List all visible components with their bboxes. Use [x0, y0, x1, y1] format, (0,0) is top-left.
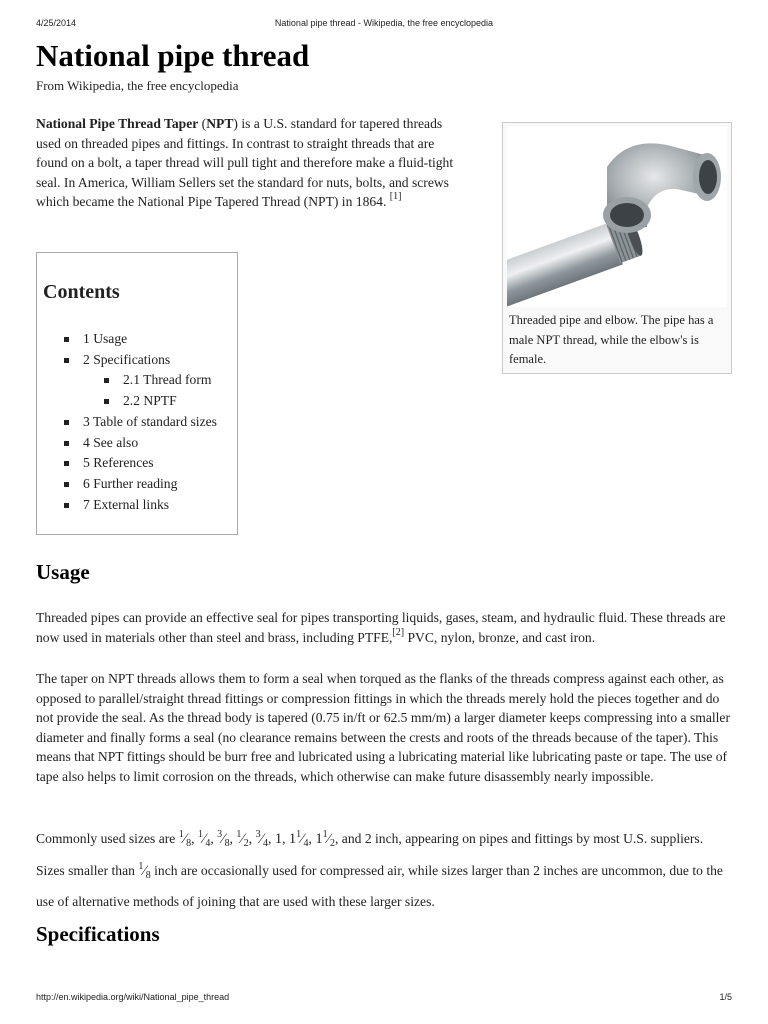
- print-url: http://en.wikipedia.org/wiki/National_pipe_thread: [36, 992, 230, 1002]
- toc-list: [61, 329, 217, 515]
- toc-item-further-reading[interactable]: 6 Further reading: [61, 474, 217, 495]
- toc-item-thread-form[interactable]: 2.1 Thread form: [61, 370, 217, 391]
- size-fraction: $^1⁄_8$: [138, 860, 151, 881]
- intro-text: ) is a U.S. standard for tapered threads used on threaded pipes and fittings. In contrast to straight threads that are found on a bolt, a taper thread will pull tight and therefore make a fluid-tight seal. In America, William Sellers set the standard for nuts, bolts, and screws which became the National Pipe Tapered Thread (NPT) in 1864.: [36, 116, 454, 210]
- usage-p1-text: Threaded pipes can provide an effective seal for pipes transporting liquids, gases, steam, and hydraulic fluid. These threads are now used in materials other than steel and brass, including PTFE,: [36, 610, 726, 645]
- figure-caption: Threaded pipe and elbow. The pipe has a male NPT thread, while the elbow's is female.: [509, 313, 714, 366]
- print-date: 4/25/2014: [36, 18, 77, 28]
- intro-abbr: NPT: [206, 116, 234, 131]
- table-of-contents: [36, 252, 238, 535]
- page-number: 1/5: [719, 992, 732, 1002]
- ref-link-2[interactable]: [2]: [392, 626, 405, 638]
- print-title: National pipe thread - Wikipedia, the free encyclopedia: [274, 18, 494, 28]
- toc-title: Contents: [43, 281, 120, 303]
- toc-item-specifications[interactable]: 2 Specifications: [61, 350, 217, 371]
- pipe-elbow-illustration: [507, 127, 727, 307]
- usage-paragraph-3: [36, 826, 734, 916]
- intro-term: National Pipe Thread Taper: [36, 116, 199, 131]
- toc-item-external-links[interactable]: 7 External links: [61, 495, 217, 516]
- section-heading-specifications: Specifications: [36, 922, 160, 946]
- page-subtitle: From Wikipedia, the free encyclopedia: [36, 78, 239, 93]
- pipe-elbow-image[interactable]: [507, 127, 727, 307]
- usage-paragraph-2: The taper on NPT threads allows them to form a seal when torqued as the flanks of the threads compress against each other, as opposed to parallel/straight thread fittings or compression fittings in which the threads merely hold the pieces together and do not provide the seal. As the thread body is tapered (0.75 in/ft or 62.5 mm/m) a larger diameter keeps compressing into a smaller diameter and finally forms a seal (no clearance remains between the crests and roots of the threads because of the taper). This means that NPT fittings should be burr free and lubricated using a lubricating material like lubricating paste or tape. The use of tape also helps to limit corrosion on the threads, which otherwise can make future disassembly nearly impossible.: [36, 671, 730, 784]
- usage-p3-tail: inch are occasionally used for compressed air, while sizes larger than 2 inches are uncommon, due to the use of alternative methods of joining that are used with these larger sizes.: [36, 862, 723, 909]
- intro-paren: (: [198, 116, 207, 131]
- usage-p3-text: Commonly used sizes are: [36, 831, 179, 846]
- toc-item-see-also[interactable]: 4 See also: [61, 433, 217, 454]
- size-list: $^1⁄_8$, $^1⁄_4$, $^3⁄_8$, $^1⁄_2$, $^3⁄_4$, 1, $1^1⁄_4$, $1^1⁄_2$: [178, 829, 335, 849]
- ref-link-1[interactable]: [1]: [389, 191, 402, 203]
- usage-p1-tail: PVC, nylon, bronze, and cast iron.: [404, 629, 596, 645]
- print-footer: [36, 992, 732, 1006]
- toc-item-references[interactable]: 5 References: [61, 453, 217, 474]
- figure-box: [502, 122, 732, 374]
- toc-item-nptf[interactable]: 2.2 NPTF: [61, 391, 217, 412]
- usage-paragraph-1: [36, 608, 734, 647]
- section-heading-usage: Usage: [36, 560, 90, 584]
- page-title: National pipe thread: [36, 38, 310, 73]
- toc-item-standard-sizes[interactable]: 3 Table of standard sizes: [61, 412, 217, 433]
- intro-paragraph: [36, 114, 461, 212]
- toc-item-usage[interactable]: 1 Usage: [61, 329, 217, 350]
- usage-p3-middle: , and 2 inch, appearing on pipes and fittings by most U.S. suppliers. Sizes smaller than: [36, 831, 704, 878]
- print-header: [36, 18, 732, 32]
